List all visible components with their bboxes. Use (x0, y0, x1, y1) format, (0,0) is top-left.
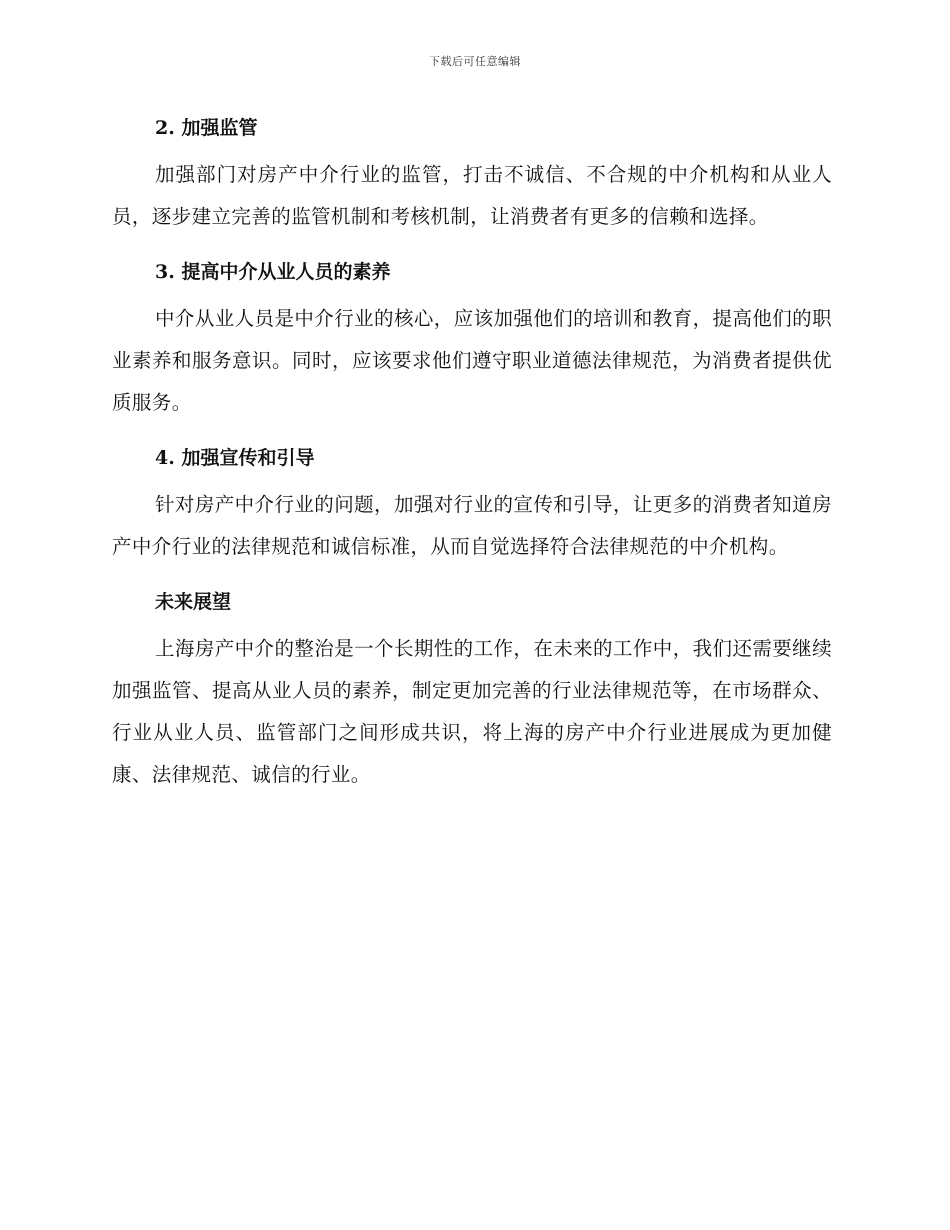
section-heading-outlook: 未来展望 (155, 591, 232, 613)
section-paragraph-publicity: 针对房产中介行业的问题，加强对行业的宣传和引导，让更多的消费者知道房产中介行业的法律规范和诚信标准，从而自觉选择符合法律规范的中介机构。 (112, 493, 832, 558)
section-heading-publicity: 4. 加强宣传和引导 (155, 447, 315, 469)
section-paragraph-supervision: 加强部门对房产中介行业的监管，打击不诚信、不合规的中介机构和从业人员，逐步建立完善的监管机制和考核机制，让消费者有更多的信赖和选择。 (112, 163, 832, 228)
section-heading-staff-quality: 3. 提高中介从业人员的素养 (155, 261, 391, 283)
document-body (112, 108, 832, 810)
page-header: 下载后可任意编辑 (429, 55, 521, 68)
section-heading-supervision: 2. 加强监管 (155, 117, 258, 139)
section-paragraph-staff-quality: 中介从业人员是中介行业的核心，应该加强他们的培训和教育，提高他们的职业素养和服务意识。同时，应该要求他们遵守职业道德法律规范，为消费者提供优质服务。 (112, 307, 832, 414)
section-paragraph-outlook: 上海房产中介的整治是一个长期性的工作，在未来的工作中，我们还需要继续加强监管、提高从业人员的素养，制定更加完善的行业法律规范等，在市场群众、行业从业人员、监管部门之间形成共识，将上海的房产中介行业进展成为更加健康、法律规范、诚信的行业。 (112, 637, 832, 786)
